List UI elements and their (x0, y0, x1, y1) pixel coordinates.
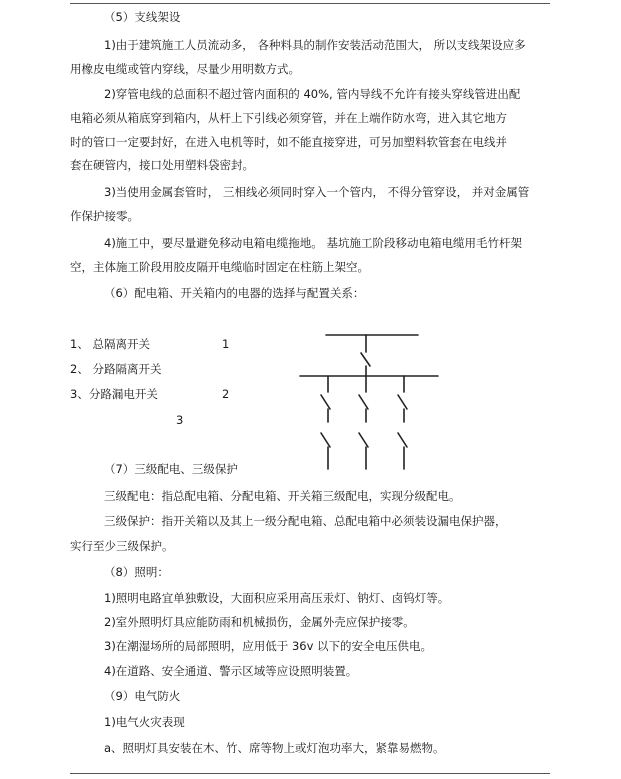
paragraph-line: 1)电气火灾表现 (104, 715, 185, 729)
paragraph-line: 实行至少三级保护。 (70, 539, 174, 553)
paragraph-line: 4)施工中，要尽量避免移动电箱电缆拖地。 基坑施工阶段移动电箱电缆用毛竹杆架 (104, 236, 522, 250)
branch-2-isolator-blade (359, 395, 368, 409)
branch-1-isolator-blade (321, 395, 330, 409)
branch-1-rcd-blade (321, 433, 330, 447)
legend-number: 1 (222, 337, 230, 351)
paragraph-line: 用橡皮电缆或管内穿线，尽量少用明数方式。 (70, 62, 300, 76)
paragraph-line: 电箱必须从箱底穿到箱内，从杆上下引线必须穿管，并在上端作防水弯，进入其它地方 (70, 111, 507, 125)
section-heading: （7）三级配电、三级保护 (104, 462, 238, 476)
section-heading: （5）支线架设 (104, 10, 181, 24)
legend-item: 1、 总隔离开关 (70, 337, 150, 351)
paragraph-line: 1)由于建筑施工人员流动多， 各种料具的制作安装活动范围大， 所以支线架设应多 (104, 38, 526, 52)
branch-2-rcd-blade (359, 433, 368, 447)
paragraph-line: 2)穿管电线的总面积不超过管内面积的 40%, 管内导线不允许有接头穿线管进出配 (104, 87, 521, 101)
paragraph-line: 三级保护：指开关箱以及其上一级分配电箱、总配电箱中必须装设漏电保护器， (104, 514, 507, 528)
legend-number: 3 (176, 413, 184, 427)
paragraph-line: 三级配电：指总配电箱、分配电箱、开关箱三级配电，实现分级配电。 (104, 489, 461, 503)
paragraph-line: 时的管口一定要封好，在进入电机等时，如不能直接穿进，可另加塑料软管套在电线并 (70, 135, 507, 149)
paragraph-line: a、照明灯具安装在木、竹、席等物上或灯泡功率大，紧靠易燃物。 (104, 741, 445, 755)
section-heading: （8）照明： (104, 565, 169, 579)
branch-3-rcd-blade (398, 433, 407, 447)
branch-3-isolator-blade (398, 395, 407, 409)
section-heading: （9）电气防火 (104, 689, 181, 703)
legend-item: 3、分路漏电开关 (70, 387, 158, 401)
main-switch-blade (361, 353, 370, 366)
paragraph-line: 3)当使用金属套管时， 三相线必须同时穿入一个管内， 不得分管穿设， 并对金属管 (104, 185, 530, 199)
paragraph-line: 空，主体施工阶段用胶皮隔开电缆临时固定在柱筋上架空。 (70, 260, 369, 274)
paragraph-line: 4)在道路、安全通道、警示区域等应设照明装置。 (104, 664, 358, 678)
section-heading: （6）配电箱、开关箱内的电器的选择与配置关系： (104, 286, 365, 300)
paragraph-line: 2)室外照明灯具应能防雨和机械损伤，金属外壳应保护接零。 (104, 615, 415, 629)
paragraph-line: 3)在潮湿场所的局部照明，应用低于 36v 以下的安全电压供电。 (104, 639, 433, 653)
paragraph-line: 套在硬管内，接口处用塑料袋密封。 (70, 158, 254, 172)
legend-number: 2 (222, 387, 230, 401)
bottom-rule (70, 773, 550, 774)
legend-item: 2、 分路隔离开关 (70, 362, 162, 376)
paragraph-line: 1)照明电路宜单独敷设，大面积应采用高压汞灯、钠灯、卤钨灯等。 (104, 591, 450, 605)
paragraph-line: 作保护接零。 (70, 209, 139, 223)
